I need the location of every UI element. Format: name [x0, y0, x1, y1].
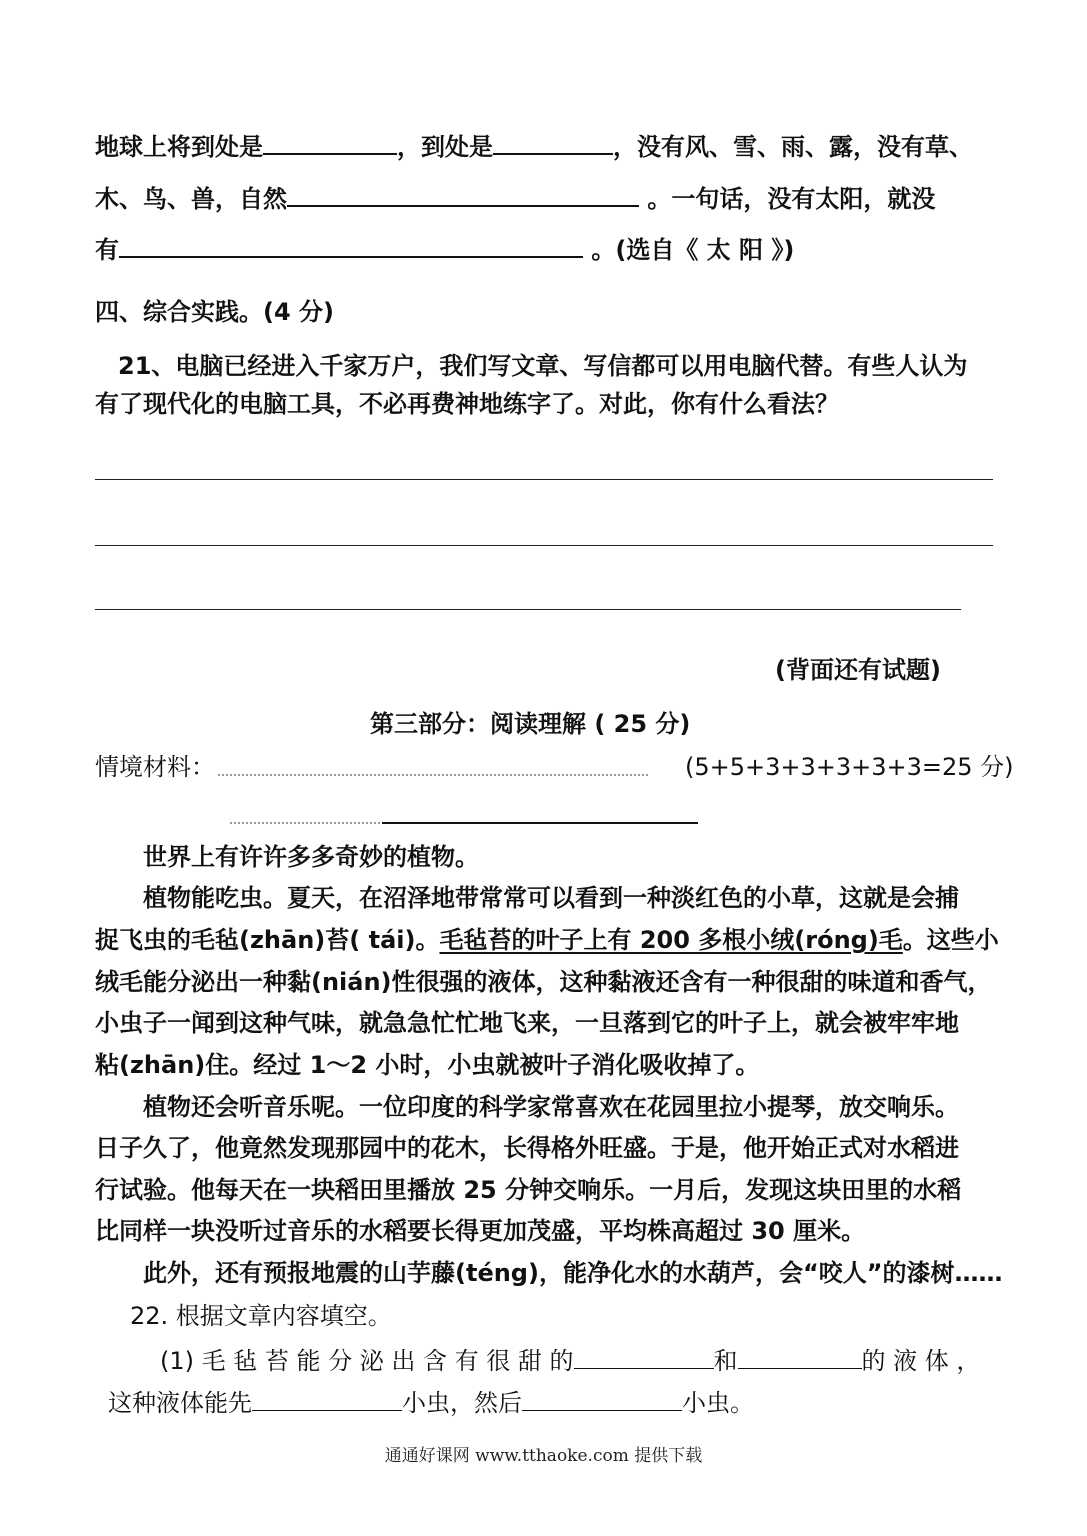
question-22-sub-1: [160, 1346, 980, 1376]
dotted-leader: [218, 774, 648, 776]
answer-blank[interactable]: [287, 183, 639, 207]
passage-p2-line-4: 比同样一块没听过音乐的水稻要长得更加茂盛，平均株高超过 30 厘米。: [95, 1217, 866, 1245]
passage-text: 捉飞虫的毛毡(zhān)苔( tái)。: [95, 926, 440, 954]
question-22-title: 22. 根据文章内容填空。: [130, 1302, 392, 1330]
poem-text: 有: [95, 236, 119, 264]
passage-p0: 世界上有许许多多奇妙的植物。: [143, 843, 479, 871]
answer-line-1[interactable]: [95, 479, 993, 480]
poem-text: 木、鸟、兽，自然: [95, 185, 287, 213]
underlined-sentence: 毛毡苔的叶子上有 200 多根小绒(róng)毛: [439, 926, 903, 954]
passage-p1-line-5: 粘(zhān)住。经过 1～2 小时，小虫就被叶子消化吸收掉了。: [95, 1051, 760, 1079]
back-note: (背面还有试题): [775, 656, 941, 684]
answer-blank[interactable]: [119, 234, 583, 258]
question-22-sub-2: [108, 1388, 754, 1418]
poem-line-2: [95, 183, 935, 214]
answer-blank[interactable]: [252, 1388, 402, 1411]
score-formula: (5+5+3+3+3+3+3=25 分): [685, 753, 1014, 781]
question-21-line-2: 有了现代化的电脑工具，不必再费神地练字了。对此，你有什么看法？: [95, 390, 839, 418]
poem-line-1: [95, 131, 973, 162]
passage-p2-line-2: 日子久了，他竟然发现那园中的花木，长得格外旺盛。于是，他开始正式对水稻进: [95, 1134, 959, 1162]
answer-blank[interactable]: [574, 1346, 714, 1369]
question-text: 的 液 体 ，: [861, 1347, 981, 1375]
poem-text: ，没有风、雪、雨、露，没有草、: [613, 133, 973, 161]
passage-p2-line-3: 行试验。他每天在一块稻田里播放 25 分钟交响乐。一月后，发现这块田里的水稻: [95, 1176, 962, 1204]
passage-text: 。这些小: [902, 926, 999, 954]
page-footer: 通通好课网 www.tthaoke.com 提供下载: [384, 1446, 703, 1466]
answer-blank[interactable]: [263, 131, 397, 155]
question-text: 这种液体能先: [108, 1389, 252, 1417]
poem-text: 地球上将到处是: [95, 133, 263, 161]
answer-blank[interactable]: [738, 1346, 862, 1369]
answer-line-2[interactable]: [95, 545, 993, 546]
poem-line-3: [95, 234, 794, 265]
question-text: 小虫，然后: [402, 1389, 522, 1417]
poem-text: 。一句话，没有太阳，就没: [639, 185, 936, 213]
answer-blank[interactable]: [493, 131, 613, 155]
question-text: 和: [713, 1347, 738, 1375]
passage-p1-line-2: [95, 925, 999, 955]
question-21-line-1: 21、电脑已经进入千家万户，我们写文章、写信都可以用电脑代替。有些人认为: [118, 352, 968, 380]
section-4-title: 四、综合实践。(4 分): [95, 298, 334, 326]
material-label: 情境材料：: [95, 753, 215, 781]
passage-p1-line-3: 绒毛能分泌出一种黏(nián)性很强的液体，这种黏液还含有一种很甜的味道和香气，: [95, 968, 992, 996]
poem-text: 。(选自《 太 阳 》): [583, 236, 795, 264]
question-text: 小虫。: [682, 1389, 754, 1417]
passage-p2-line-1: 植物还会听音乐呢。一位印度的科学家常喜欢在花园里拉小提琴，放交响乐。: [143, 1093, 959, 1121]
passage-p1-line-1: 植物能吃虫。夏天，在沼泽地带常常可以看到一种淡红色的小草，这就是会捕: [143, 884, 959, 912]
poem-text: ，到处是: [397, 133, 493, 161]
passage-p3-line-1: 此外，还有预报地震的山芋藤(téng)，能净化水的水葫芦，会“咬人”的漆树……: [143, 1259, 1003, 1287]
passage-p1-line-4: 小虫子一闻到这种气味，就急急忙忙地飞来，一旦落到它的叶子上，就会被牢牢地: [95, 1009, 959, 1037]
answer-line-3[interactable]: [95, 609, 961, 610]
answer-blank[interactable]: [522, 1388, 682, 1411]
question-text: (1) 毛 毡 苔 能 分 泌 出 含 有 很 甜 的: [160, 1347, 574, 1375]
passage-title-line: [382, 822, 698, 824]
dotted-leader: [230, 822, 380, 824]
part-3-title: 第三部分：阅读理解 ( 25 分): [370, 710, 691, 738]
